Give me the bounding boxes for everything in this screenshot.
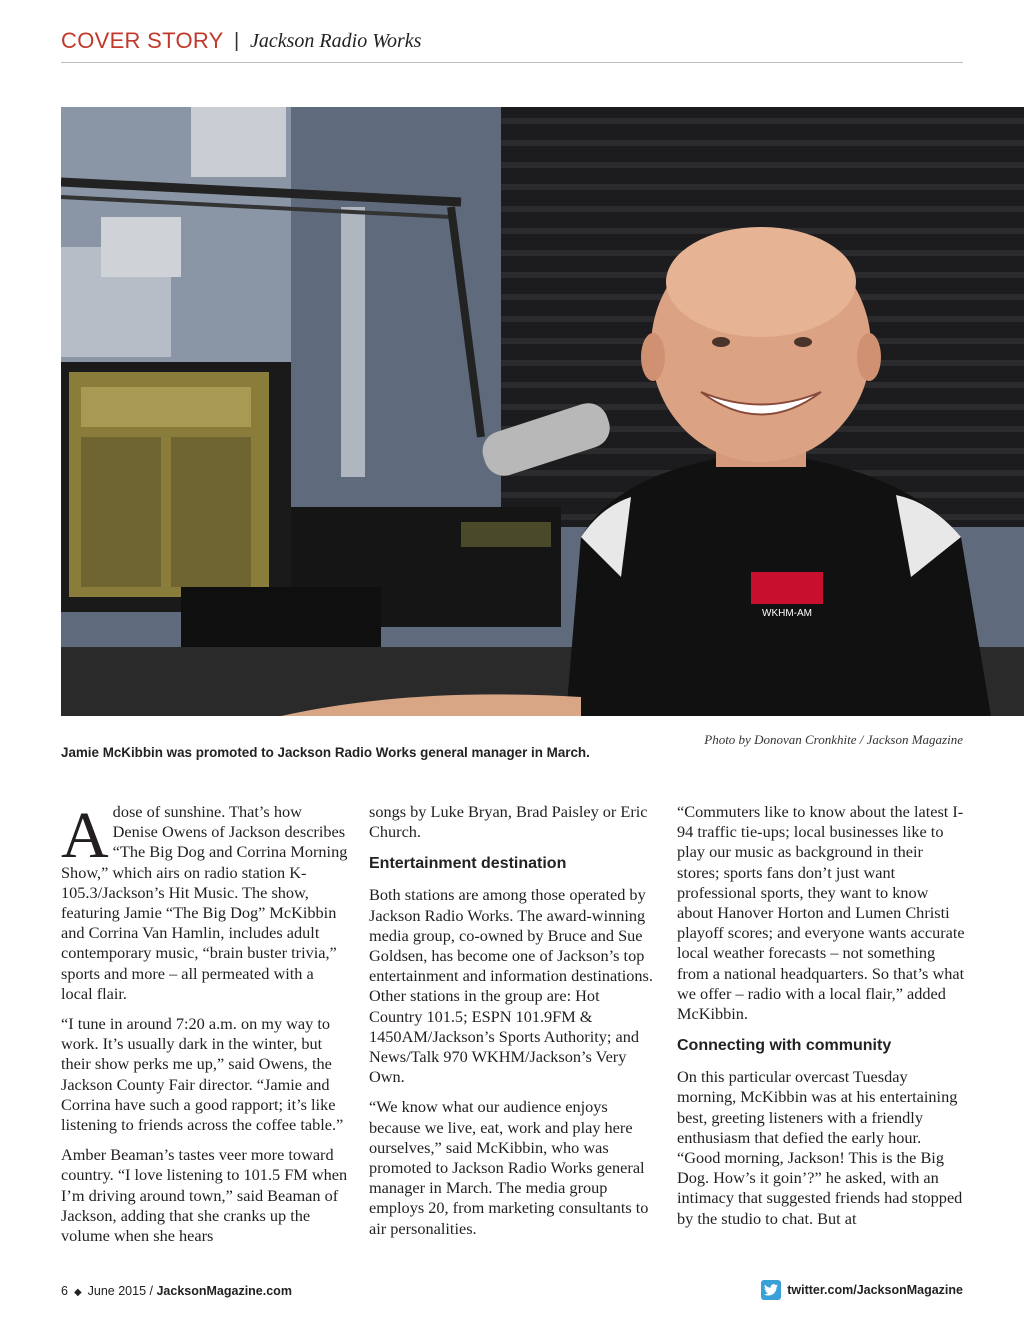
shirt-logo-text: WKHM-AM [762,608,812,619]
photo-caption: Jamie McKibbin was promoted to Jackson Radio Works general manager in March. [61,745,590,760]
issue-date: June 2015 / [87,1284,157,1298]
twitter-handle[interactable] [761,1280,963,1300]
subheading-entertainment: Entertainment destination [369,855,567,873]
twitter-icon [761,1280,781,1300]
page-number: 6 [61,1284,68,1298]
story-title: Jackson Radio Works [250,30,422,52]
article-paragraph: “We know what our audience enjoys because we live, eat, work and play here ourselves,” said McKibbin, who was promoted to Jackson Radio Works general manager in March. The media group employs 20, from marketing consultants to air personalities. [369,1097,649,1238]
header-divider: | [234,30,240,52]
cover-photo [61,107,1024,716]
page-header [61,28,963,63]
subheading-community: Connecting with community [677,1037,892,1055]
twitter-link[interactable]: twitter.com/JacksonMagazine [787,1283,963,1297]
diamond-icon: ◆ [73,1287,82,1298]
article-column-3 [677,802,965,1239]
section-label: COVER STORY [61,28,224,53]
article-paragraph: On this particular overcast Tuesday morning, McKibbin was at his entertaining best, greeting listeners with a friendly enthusiasm that defied the early hour. “Good morning, Jackson! This is the Big Dog. How’s it goin’?” he asked, with an intimacy that suggested friends had stopped by the studio to chat. But at [677,1067,963,1228]
article-paragraph: songs by Luke Bryan, Brad Paisley or Eric Church. [369,802,648,842]
photo-credit: Photo by Donovan Cronkhite / Jackson Magazine [704,732,963,747]
article-column-2 [369,802,657,1249]
article-paragraph: “I tune in around 7:20 a.m. on my way to work. It’s usually dark in the winter, but their show perks me up,” said Owens, the Jackson County Fair director. “Jamie and Corrina have such a good rapport; it’s like listening to friends across the coffee table.” [61,1014,344,1135]
drop-cap: A [61,799,109,872]
website-link[interactable]: JacksonMagazine.com [156,1284,292,1298]
paragraph-text: dose of sunshine. That’s how Denise Owens of Jackson describes “The Big Dog and Corrina Morning Show,” which airs on radio station K-105.3/Jackson’s Hit Music. The show, featuring Jamie “The Big Dog” McKibbin and Corrina Van Hamlin, includes adult contemporary music, “brain buster trivia,” sports and more – all permeated with a local flair. [61,802,348,1003]
article-paragraph: Amber Beaman’s tastes veer more toward country. “I love listening to 101.5 FM when I’m driving around town,” said Beaman of Jackson, adding that she cranks up the volume when she hears [61,1145,348,1246]
radio-studio-illustration [61,107,1024,716]
article-paragraph: “Commuters like to know about the latest I-94 traffic tie-ups; local businesses like to play our music as background in their stores; sports fans don’t just want professional sports, they want to know about Hanover Horton and Lumen Christi playoff scores; and everyone wants accurate local weather forecasts – not something from a national headquarters. So that’s what we offer – radio with a local flair,” added McKibbin. [677,802,965,1024]
article-column-1 [61,799,349,1256]
article-paragraph [61,799,349,1004]
page-footer [61,1284,292,1298]
article-paragraph: Both stations are among those operated by Jackson Radio Works. The award-winning media group, co-owned by Bruce and Sue Goldsen, has become one of Jackson’s top entertainment and information destinations. Other stations in the group are: Hot Country 101.5; ESPN 101.9FM & 1450AM/Jackson’s Sports Authority; and News/Talk 970 WKHM/Jackson’s Very Own. [369,885,653,1087]
